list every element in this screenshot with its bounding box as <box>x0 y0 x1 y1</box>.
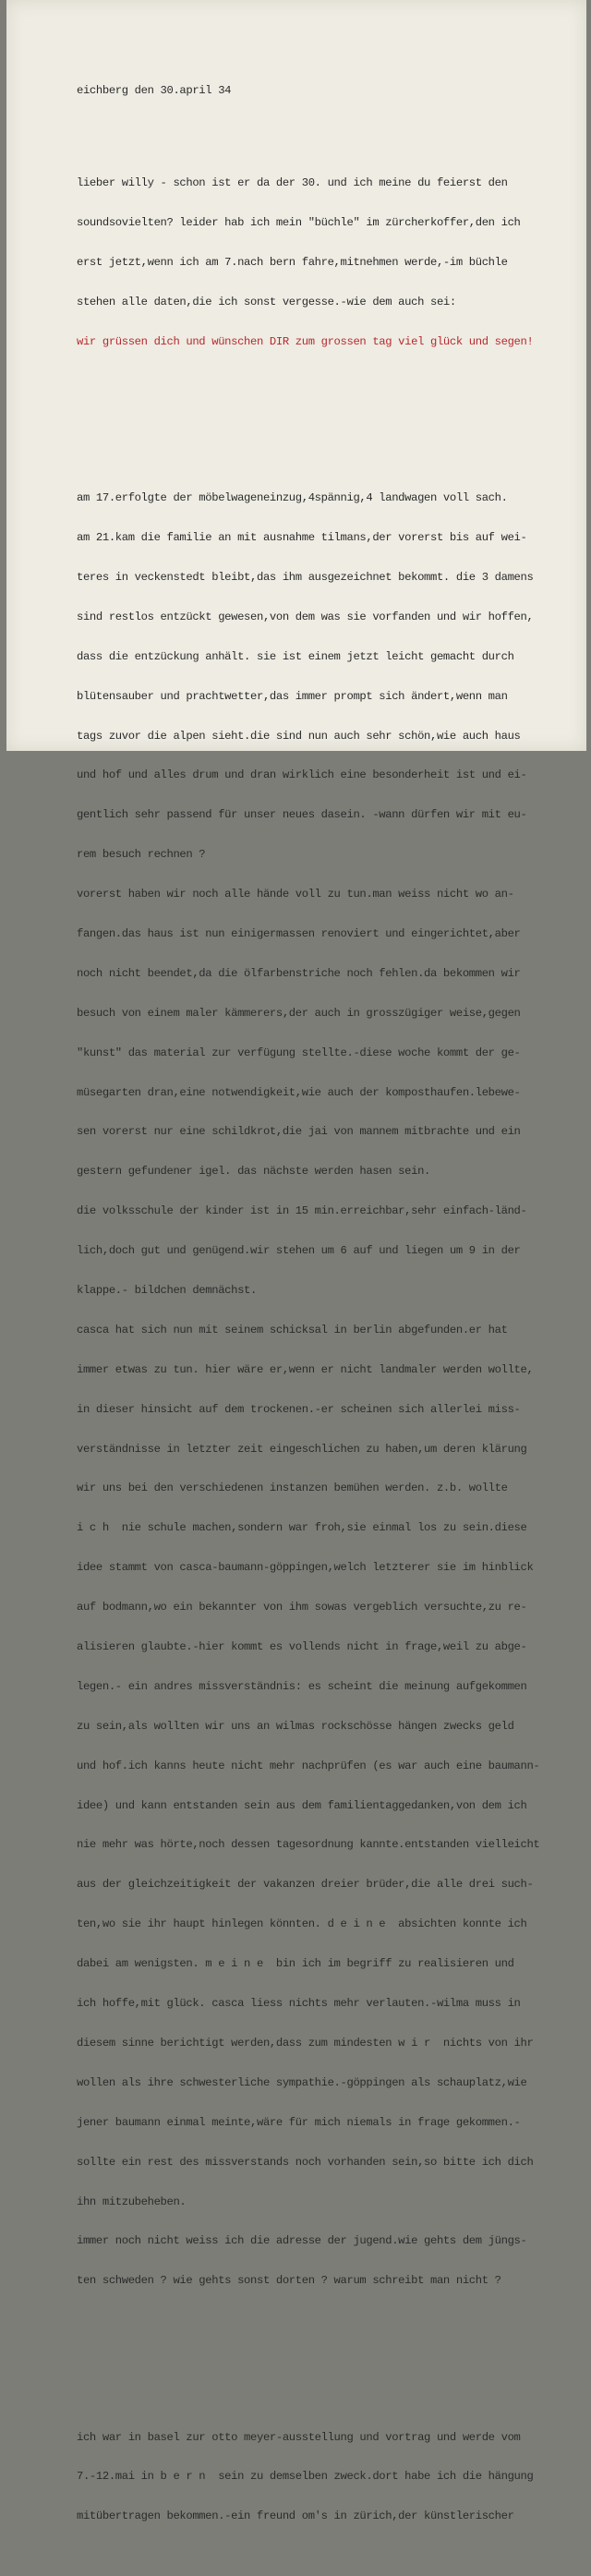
letter-line: jener baumann einmal meinte,wäre für mich niemals in frage gekommen.- <box>77 2115 521 2129</box>
letter-line: sollte ein rest des missverstands noch vorhanden sein,so bitte ich dich <box>77 2155 534 2169</box>
letter-line: tags zuvor die alpen sieht.die sind nun auch sehr schön,wie auch haus <box>77 729 521 743</box>
letter-line: aus der gleichzeitigkeit der vakanzen dreier brüder,die alle drei such- <box>77 1878 534 1892</box>
letter-line: 7.-12.mai in b e r n sein zu demselben zweck.dort habe ich die hängung <box>77 2470 534 2484</box>
greeting-paragraph <box>77 151 586 375</box>
letter-line: noch nicht beendet,da die ölfarbenstriche noch fehlen.da bekommen wir <box>77 966 521 980</box>
letter-line: besuch von einem maler kämmerers,der auch in grosszügiger weise,gegen <box>77 1006 521 1020</box>
typed-letter <box>77 57 586 2576</box>
letter-line: teres in veckenstedt bleibt,das ihm ausgezeichnet bekommt. die 3 damens <box>77 570 534 584</box>
letter-line: wollen als ihre schwesterliche sympathie.-göppingen als schauplatz,wie <box>77 2075 527 2089</box>
letter-line: sind restlos entzückt gewesen,von dem was sie vorfanden und wir hoffen, <box>77 610 534 623</box>
body-paragraphs <box>77 466 586 2315</box>
letter-line: legen.- ein andres missverständnis: es scheint die meinung aufgekommen <box>77 1679 527 1693</box>
letter-line: nie mehr was hörte,noch dessen tagesordnung kannte.entstanden vielleicht <box>77 1838 540 1852</box>
letter-line: zu sein,als wollten wir uns an wilmas rockschösse hängen zwecks geld <box>77 1719 514 1733</box>
letter-line: idee stammt von casca-baumann-göppingen,welch letzterer sie im hinblick <box>77 1561 534 1575</box>
letter-line: fangen.das haus ist nun einigermassen renoviert und eingerichtet,aber <box>77 927 521 940</box>
letter-line: klappe.- bildchen demnächst. <box>77 1284 257 1298</box>
letter-line: immer noch nicht weiss ich die adresse der jugend.wie gehts dem jüngs- <box>77 2234 527 2248</box>
letter-line: dabei am wenigsten. m e i n e bin ich im begriff zu realisieren und <box>77 1957 514 1971</box>
letter-line: dass die entzückung anhält. sie ist einem jetzt leicht gemacht durch <box>77 649 514 663</box>
letter-line: müsegarten dran,eine notwendigkeit,wie auch der komposthaufen.lebewe- <box>77 1085 521 1099</box>
letter-line: die volksschule der kinder ist in 15 min.erreichbar,sehr einfach-länd- <box>77 1204 527 1218</box>
letter-line: ten schweden ? wie gehts sonst dorten ? warum schreibt man nicht ? <box>77 2274 501 2288</box>
letter-line: am 17.erfolgte der möbelwageneinzug,4spännig,4 landwagen voll sach. <box>77 491 508 505</box>
letter-line: erst jetzt,wenn ich am 7.nach bern fahre,mitnehmen werde,-im büchle <box>77 256 508 270</box>
letter-line: i c h nie schule machen,sondern war froh,sie einmal los zu sein.diese <box>77 1521 527 1535</box>
letter-line: verständnisse in letzter zeit eingeschlichen zu haben,um deren klärung <box>77 1442 527 1456</box>
date-line: eichberg den 30.april 34 <box>77 83 232 97</box>
letter-line: blütensauber und prachtwetter,das immer prompt sich ändert,wenn man <box>77 689 508 703</box>
letter-line: ten,wo sie ihr haupt hinlegen könnten. d e i n e absichten konnte ich <box>77 1917 527 1931</box>
letter-line: stehen alle daten,die ich sonst vergesse.-wie dem auch sei: <box>77 296 456 309</box>
letter-line: und hof und alles drum und dran wirklich eine besonderheit ist und ei- <box>77 768 527 782</box>
letter-line: ich war in basel zur otto meyer-ausstellung und vortrag und werde vom <box>77 2430 521 2444</box>
letter-line: idee) und kann entstanden sein aus dem familientaggedanken,von dem ich <box>77 1798 527 1812</box>
letter-line: "kunst" das material zur verfügung stellte.-diese woche kommt der ge- <box>77 1046 521 1059</box>
letter-line: rem besuch rechnen ? <box>77 848 206 862</box>
letter-line: lich,doch gut und genügend.wir stehen um 6 auf und liegen um 9 in der <box>77 1244 521 1258</box>
letter-line: in dieser hinsicht auf dem trockenen.-er scheinen sich allerlei miss- <box>77 1402 521 1416</box>
letter-line: ihn mitzubeheben. <box>77 2195 187 2208</box>
letter-line: sen vorerst nur eine schildkrot,die jai von mannem mitbrachte und ein <box>77 1125 521 1139</box>
letter-line: diesem sinne berichtigt werden,dass zum mindesten w i r nichts von ihr <box>77 2036 534 2050</box>
letter-line: mitübertragen bekommen.-ein freund om's in zürich,der künstlerischer <box>77 2509 514 2523</box>
letter-line: gentlich sehr passend für unser neues dasein. -wann dürfen wir mit eu- <box>77 808 527 822</box>
letter-line: soundsovielten? leider hab ich mein "büchle" im zürcherkoffer,den ich <box>77 216 521 230</box>
letter-line: am 21.kam die familie an mit ausnahme tilmans,der vorerst bis auf wei- <box>77 531 527 545</box>
letter-line: auf bodmann,wo ein bekannter von ihm sowas vergeblich versuchte,zu re- <box>77 1601 527 1615</box>
letter-line: casca hat sich nun mit seinem schicksal in berlin abgefunden.er hat <box>77 1323 508 1336</box>
letter-page <box>6 0 586 2523</box>
birthday-wish-line: wir grüssen dich und wünschen DIR zum grossen tag viel glück und segen! <box>77 334 534 348</box>
paragraph-gap <box>77 415 586 426</box>
paragraph-gap <box>77 2353 586 2364</box>
letter-line: gestern gefundener igel. das nächste werden hasen sein. <box>77 1165 431 1179</box>
letter-line: lieber willy - schon ist er da der 30. und ich meine du feierst den <box>77 176 508 190</box>
letter-line: wir uns bei den verschiedenen instanzen bemühen werden. z.b. wollte <box>77 1482 508 1495</box>
letter-line: immer etwas zu tun. hier wäre er,wenn er nicht landmaler werden wollte, <box>77 1362 534 1376</box>
letter-line: alisieren glaubte.-hier kommt es vollends nicht in frage,weil zu abge- <box>77 1640 527 1654</box>
letter-line: vorerst haben wir noch alle hände voll zu tun.man weiss nicht wo an- <box>77 888 514 901</box>
letter-line: und hof.ich kanns heute nicht mehr nachprüfen (es war auch eine baumann- <box>77 1759 540 1772</box>
letter-line: ich hoffe,mit glück. casca liess nichts mehr verlauten.-wilma muss in <box>77 1997 521 2011</box>
closing-paragraph <box>77 2404 586 2549</box>
